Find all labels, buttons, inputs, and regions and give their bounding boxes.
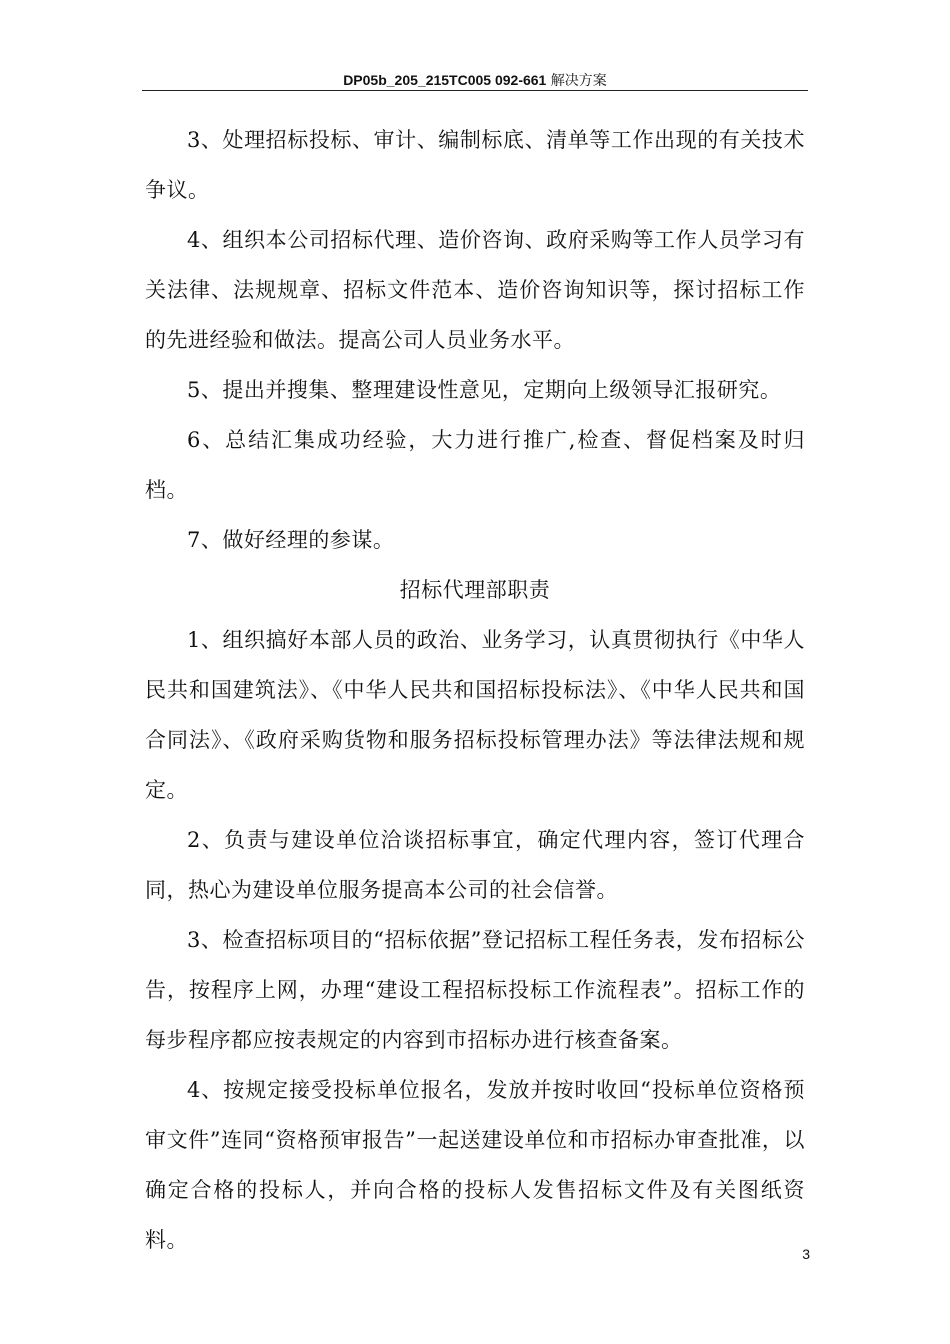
- page-number: 3: [802, 1246, 810, 1262]
- document-code: DP05b_205_215TC005 092-661: [343, 72, 547, 88]
- paragraph: 4、按规定接受投标单位报名，发放并按时收回“投标单位资格预审文件”连同“资格预审报告”一起送建设单位和市招标办审查批准，以确定合格的投标人，并向合格的投标人发售招标文件及有关图纸资料。: [145, 1078, 805, 1252]
- header-label: 解决方案: [550, 73, 607, 89]
- section-title: 招标代理部职责: [399, 578, 551, 602]
- paragraph: 1、组织搞好本部人员的政治、业务学习，认真贯彻执行《中华人民共和国建筑法》、《中华人民共和国招标投标法》、《中华人民共和国合同法》、《政府采购货物和服务招标投标管理办法》等法律法规和规定。: [145, 628, 805, 802]
- paragraph: 2、负责与建设单位洽谈招标事宜，确定代理内容，签订代理合同，热心为建设单位服务提高本公司的社会信誉。: [145, 828, 805, 902]
- paragraph: 3、处理招标投标、审计、编制标底、清单等工作出现的有关技术争议。: [145, 128, 805, 202]
- document-body: [145, 115, 805, 1265]
- paragraph: 7、做好经理的参谋。: [187, 528, 395, 552]
- paragraph: 6、总结汇集成功经验，大力进行推广,检查、督促档案及时归档。: [145, 428, 805, 502]
- paragraph: 5、提出并搜集、整理建设性意见，定期向上级领导汇报研究。: [187, 378, 782, 402]
- paragraph: 3、检查招标项目的“招标依据”登记招标工程任务表，发布招标公告，按程序上网，办理“建设工程招标投标工作流程表”。招标工作的每步程序都应按表规定的内容到市招标办进行核查备案。: [145, 928, 805, 1052]
- paragraph: 4、组织本公司招标代理、造价咨询、政府采购等工作人员学习有关法律、法规规章、招标文件范本、造价咨询知识等，探讨招标工作的先进经验和做法。提高公司人员业务水平。: [145, 228, 805, 352]
- page-header: [142, 70, 808, 91]
